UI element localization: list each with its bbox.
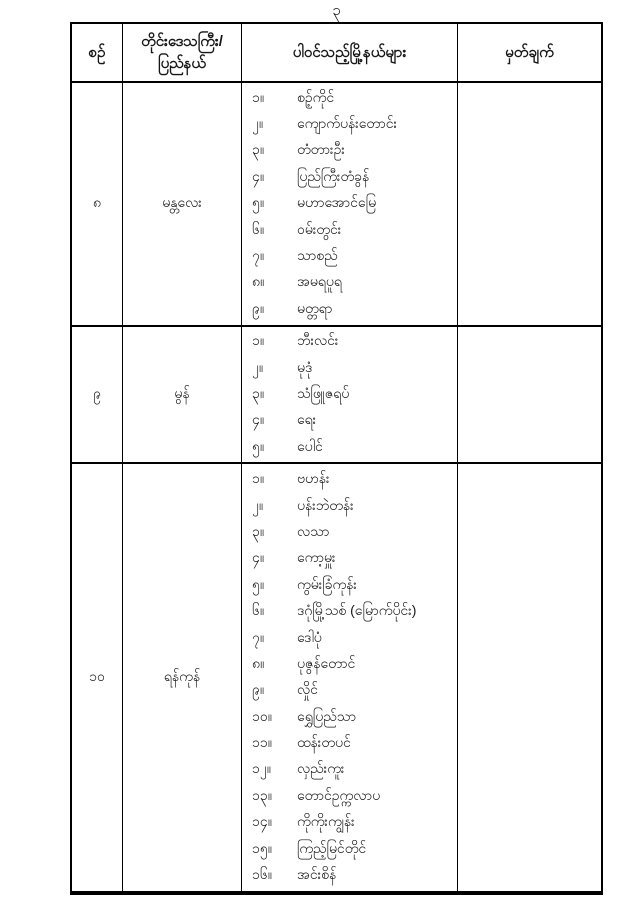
- township-item: [242, 270, 457, 296]
- township-item: [242, 651, 457, 677]
- township-number: ၁၂။: [252, 760, 271, 777]
- township-number: ၅။: [252, 437, 265, 454]
- region-name: မန္တလေး: [123, 83, 242, 325]
- township-item: [242, 243, 457, 269]
- township-name: စဉ့်ကိုင်: [297, 88, 335, 105]
- region-serial: ၁၀: [72, 464, 123, 890]
- header-region-line2: ပြည်နယ်: [158, 54, 206, 72]
- township-number: ၁။: [252, 332, 265, 349]
- township-number: ၈။: [252, 654, 265, 671]
- township-name: အမရပူရ: [297, 273, 342, 290]
- header-region-line1: တိုင်းဒေသကြီး/: [141, 32, 223, 50]
- township-name: ဒေါပုံ: [297, 628, 322, 645]
- township-name: လှိုင်: [297, 681, 318, 698]
- region-block: [72, 83, 601, 327]
- header-region: [123, 24, 242, 81]
- region-name: မွန်: [123, 327, 242, 463]
- township-item: [242, 164, 457, 190]
- township-name: ပုဇွန်တောင်: [297, 654, 356, 671]
- township-list: [242, 327, 458, 463]
- townships-table: [70, 22, 603, 895]
- remarks-cell: [458, 83, 601, 325]
- township-list: [242, 464, 458, 890]
- region-name: ရန်ကုန်: [123, 464, 242, 890]
- township-number: ၁၃။: [252, 786, 272, 803]
- township-item: [242, 191, 457, 217]
- township-number: ၃။: [252, 522, 265, 539]
- township-item: [242, 296, 457, 322]
- township-number: ၁၀။: [252, 707, 272, 724]
- township-item: [242, 493, 457, 519]
- township-name: တံတားဦး: [297, 141, 345, 158]
- township-item: [242, 519, 457, 545]
- township-number: ၇။: [252, 247, 265, 264]
- township-name: မုဒုံ: [297, 358, 313, 375]
- region-block: [72, 327, 601, 465]
- township-name: မဟာအောင်မြေ: [297, 194, 377, 211]
- table-body: [72, 83, 601, 891]
- township-name: ပေါင်: [297, 437, 323, 454]
- township-name: ကြည့်မြင်တိုင်: [297, 839, 367, 856]
- township-number: ၁၄။: [252, 813, 272, 830]
- township-number: ၄။: [252, 549, 265, 566]
- township-number: ၆။: [252, 220, 265, 237]
- region-block: [72, 464, 601, 890]
- township-name: ကော့မှူး: [297, 549, 336, 566]
- township-item: [242, 138, 457, 164]
- township-item: [242, 466, 457, 492]
- township-number: ၈။: [252, 273, 265, 290]
- table-header-row: [72, 24, 601, 83]
- township-name: လသာ: [297, 522, 330, 539]
- township-name: မတ္တရာ: [297, 299, 333, 316]
- township-item: [242, 730, 457, 756]
- township-item: [242, 434, 457, 460]
- township-name: ဘီးလင်း: [297, 332, 339, 349]
- township-item: [242, 111, 457, 137]
- township-number: ၄။: [252, 167, 265, 184]
- township-name: ကျောက်ပန်းတောင်း: [297, 115, 398, 132]
- township-item: [242, 836, 457, 862]
- township-item: [242, 810, 457, 836]
- township-number: ၂။: [252, 496, 264, 513]
- township-item: [242, 598, 457, 624]
- township-number: ၃။: [252, 384, 265, 401]
- region-serial: ၉: [72, 327, 123, 463]
- township-name: ထန်းတပင်: [297, 734, 351, 751]
- township-item: [242, 329, 457, 355]
- township-number: ၂။: [252, 115, 264, 132]
- township-number: ၉။: [252, 681, 265, 698]
- township-number: ၆။: [252, 602, 265, 619]
- township-name: ဒဂုံမြို့သစ် (မြောက်ပိုင်း): [297, 602, 417, 619]
- township-number: ၅။: [252, 575, 265, 592]
- township-item: [242, 678, 457, 704]
- township-item: [242, 355, 457, 381]
- township-item: [242, 381, 457, 407]
- township-name: ကိုကိုးကျွန်း: [297, 813, 355, 830]
- remarks-cell: [458, 464, 601, 890]
- township-item: [242, 572, 457, 598]
- township-name: သံဖြူဇရပ်: [297, 384, 350, 401]
- page-number: ၃: [332, 2, 341, 19]
- township-number: ၁၆။: [252, 866, 272, 883]
- township-item: [242, 862, 457, 888]
- township-name: ရေး: [297, 411, 317, 428]
- township-name: ပြည်ကြီးတံခွန်: [297, 167, 370, 184]
- remarks-cell: [458, 327, 601, 463]
- township-item: [242, 217, 457, 243]
- township-name: ရွှေပြည်သာ: [297, 707, 357, 724]
- township-number: ၅။: [252, 194, 265, 211]
- header-serial: စဉ်: [72, 24, 123, 81]
- township-item: [242, 704, 457, 730]
- township-number: ၉။: [252, 299, 265, 316]
- township-number: ၂။: [252, 358, 264, 375]
- township-name: အင်းစိန်: [297, 866, 337, 883]
- region-serial: ၈: [72, 83, 123, 325]
- township-item: [242, 546, 457, 572]
- township-number: ၁၁။: [252, 734, 272, 751]
- township-item: [242, 625, 457, 651]
- township-number: ၁။: [252, 470, 265, 487]
- header-remarks: မှတ်ချက်: [505, 43, 554, 61]
- township-item: [242, 783, 457, 809]
- township-name: သာစည်: [297, 247, 338, 264]
- township-name: ပန်းဘဲတန်း: [297, 496, 354, 513]
- township-name: တောင်ဥက္ကလာပ: [297, 786, 381, 803]
- township-number: ၃။: [252, 141, 265, 158]
- township-number: ၁၅။: [252, 839, 272, 856]
- header-townships: ပါဝင်သည့်မြို့နယ်များ: [242, 24, 458, 81]
- township-item: [242, 408, 457, 434]
- township-name: ကွမ်းခြံကုန်း: [297, 575, 357, 592]
- township-number: ၁။: [252, 88, 265, 105]
- township-number: ၇။: [252, 628, 265, 645]
- township-item: [242, 85, 457, 111]
- township-item: [242, 757, 457, 783]
- township-number: ၄။: [252, 411, 265, 428]
- township-name: ဝမ်းတွင်း: [297, 220, 342, 237]
- township-name: ဗဟန်း: [297, 470, 330, 487]
- township-list: [242, 83, 458, 325]
- township-name: လှည်းကူး: [297, 760, 345, 777]
